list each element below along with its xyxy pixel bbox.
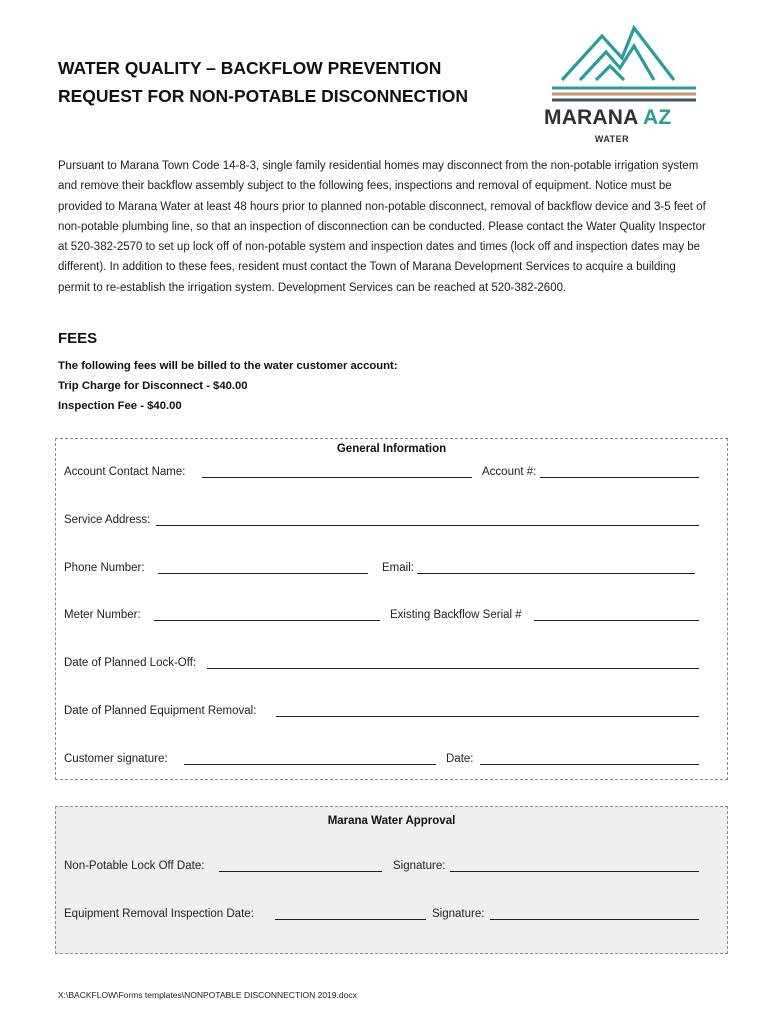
equipment-removal-date-label: Date of Planned Equipment Removal:	[64, 705, 257, 717]
marana-water-approval-section	[55, 806, 728, 954]
approval-title: Marana Water Approval	[327, 815, 456, 827]
account-contact-name-field[interactable]	[202, 477, 472, 478]
approval-lock-off-signature-label: Signature:	[393, 860, 446, 872]
lock-off-date-label: Date of Planned Lock-Off:	[64, 657, 197, 669]
meter-number-label: Meter Number:	[64, 609, 141, 621]
service-address-field[interactable]	[156, 525, 699, 526]
general-information-title: General Information	[336, 443, 447, 455]
fee-inspection: Inspection Fee - $40.00	[58, 400, 182, 412]
backflow-serial-field[interactable]	[534, 620, 699, 621]
row-service-address	[64, 510, 700, 528]
row-equipment-removal-date	[64, 701, 700, 719]
title-line-1: WATER QUALITY – BACKFLOW PREVENTION	[58, 58, 442, 78]
logo-wordmark	[544, 106, 704, 130]
signature-date-label: Date:	[446, 753, 474, 765]
mountain-logo-icon	[544, 22, 704, 106]
fee-trip-charge: Trip Charge for Disconnect - $40.00	[58, 380, 248, 392]
lock-off-date-field[interactable]	[207, 668, 699, 669]
account-number-label: Account #:	[482, 466, 537, 478]
title-line-2: REQUEST FOR NON-POTABLE DISCONNECTION	[58, 86, 468, 106]
logo-name-suffix: AZ	[643, 106, 672, 129]
document-path-footer: X:\BACKFLOW\Forms templates\NONPOTABLE DISCONNECTION 2019.docx	[58, 990, 357, 1000]
row-lock-off-date	[64, 653, 700, 671]
phone-number-field[interactable]	[158, 573, 368, 574]
row-approval-lock-off	[64, 856, 700, 874]
removal-inspection-date-label: Equipment Removal Inspection Date:	[64, 908, 254, 920]
logo-subtitle: WATER	[594, 134, 630, 144]
logo-name-main: MARANA	[544, 106, 638, 129]
approval-lock-off-date-field[interactable]	[219, 871, 382, 872]
fees-list	[58, 356, 398, 416]
removal-signature-field[interactable]	[490, 919, 699, 920]
page-title	[58, 54, 528, 110]
phone-number-label: Phone Number:	[64, 562, 145, 574]
equipment-removal-date-field[interactable]	[276, 716, 699, 717]
customer-signature-label: Customer signature:	[64, 753, 168, 765]
service-address-label: Service Address:	[64, 514, 151, 526]
removal-signature-label: Signature:	[432, 908, 485, 920]
meter-number-field[interactable]	[154, 620, 380, 621]
backflow-serial-label: Existing Backflow Serial #	[390, 609, 522, 621]
approval-lock-off-date-label: Non-Potable Lock Off Date:	[64, 860, 205, 872]
customer-signature-field[interactable]	[184, 764, 436, 765]
email-field[interactable]	[417, 573, 695, 574]
row-approval-removal	[64, 904, 700, 922]
signature-date-field[interactable]	[480, 764, 699, 765]
row-account-contact	[64, 462, 700, 480]
approval-lock-off-signature-field[interactable]	[450, 871, 699, 872]
fees-billing-note: The following fees will be billed to the water customer account:	[58, 360, 398, 372]
row-customer-signature	[64, 749, 700, 767]
account-number-field[interactable]	[540, 477, 699, 478]
row-meter-backflow	[64, 605, 700, 623]
email-label: Email:	[382, 562, 414, 574]
row-phone-email	[64, 558, 700, 576]
removal-inspection-date-field[interactable]	[275, 919, 426, 920]
intro-paragraph: Pursuant to Marana Town Code 14-8-3, single family residential homes may disconnect from the non-potable irrigation system and remove their backflow assembly subject to the following fees, inspections and removal of equipment. Notice must be provided to Marana Water at least 48 hours prior to planned non-potable disconnect, removal of backflow device and 3-5 feet of non-potable plumbing line, so that an inspection of disconnection can be conducted. Please contact the Water Quality Inspector at 520-382-2570 to set up lock off of non-potable system and inspection dates and times (lock off and inspection dates may be different). In addition to these fees, resident must contact the Town of Marana Development Services to acquire a building permit to re-establish the irrigation system. Development Services can be reached at 520-382-2600.	[58, 160, 706, 294]
account-contact-name-label: Account Contact Name:	[64, 466, 186, 478]
fees-heading: FEES	[58, 330, 98, 347]
marana-water-logo	[544, 22, 704, 148]
